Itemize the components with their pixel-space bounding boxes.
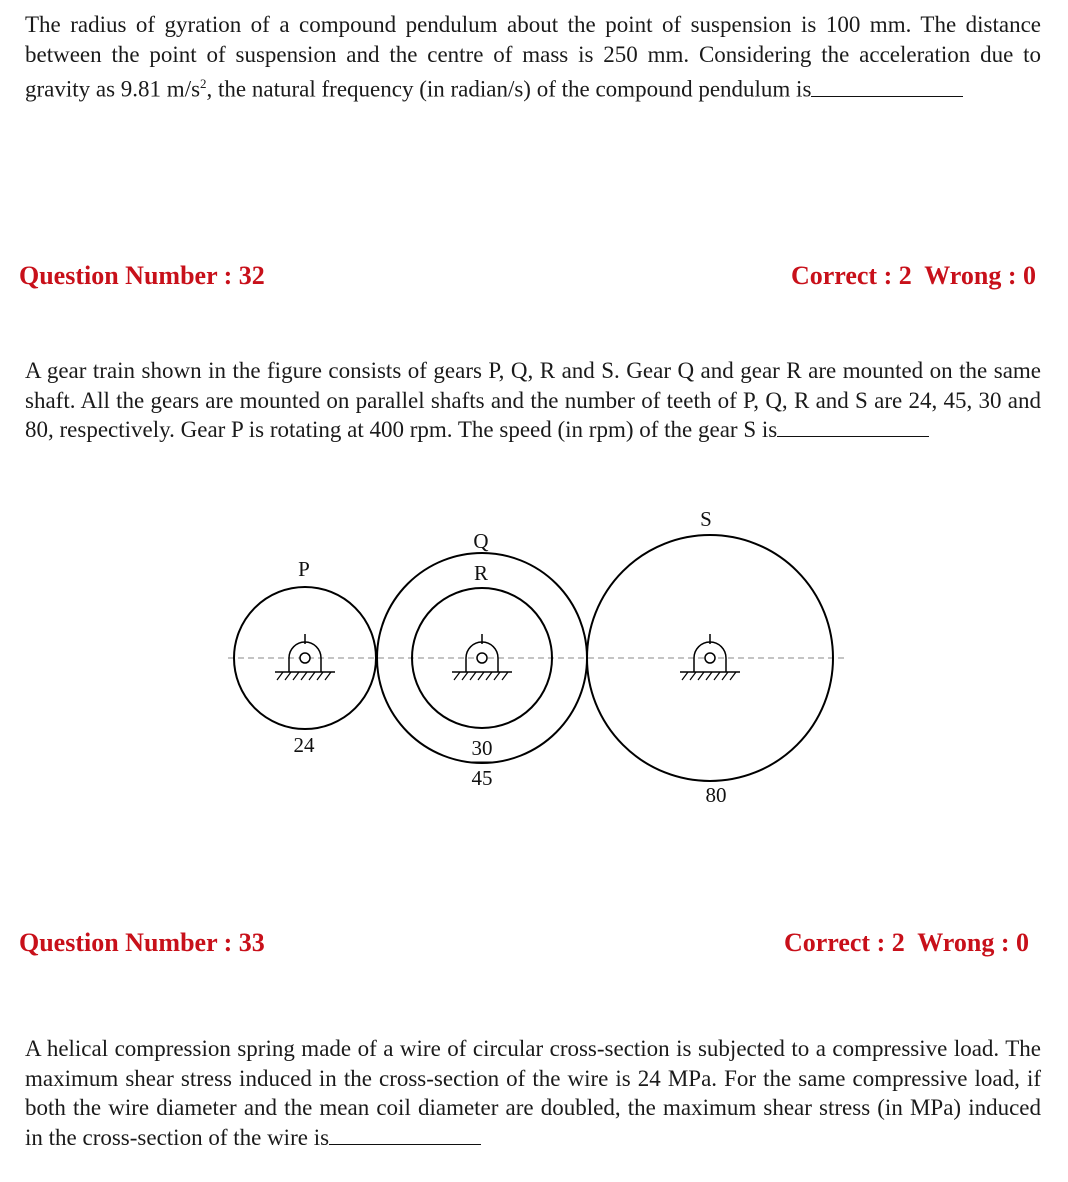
- question-33-text: A helical compression spring made of a wire of circular cross-section is subjected to a compressive load. The maximum shear stress induced in the cross-section of the wire is 24 MPa. For the same compressive load, if both the wire diameter and the mean coil diameter are doubled, the maximum shear stress (in MPa) induced in the cross-section of the wire is: [25, 1036, 1041, 1150]
- question-31-text: The radius of gyration of a compound pendulum about the point of suspension is 100 mm. The distance between the point of suspension and the centre of mass is 250 mm. Considering the acceleration due to gravity as 9.81 $m/s^2$, the natural frequency (in radian/s) of the compound pendulum is: [25, 12, 1041, 102]
- gear-q-label: Q: [473, 529, 489, 553]
- question-32-number: Question Number : 32: [19, 261, 265, 290]
- gear-p-label: P: [298, 557, 310, 581]
- bearing-qr-icon: [452, 634, 512, 680]
- answer-blank: [811, 76, 963, 97]
- answer-blank: [329, 1124, 481, 1145]
- question-33-number: Question Number : 33: [19, 928, 265, 957]
- answer-blank: [777, 416, 929, 437]
- gear-train-figure: [0, 490, 1068, 820]
- gear-s-teeth: 80: [705, 783, 727, 807]
- gear-p-teeth: 24: [293, 733, 315, 757]
- bearing-p-icon: [275, 634, 335, 680]
- gear-r-teeth: 30: [471, 736, 493, 760]
- gear-r-label: R: [473, 561, 489, 585]
- question-32-score: Correct : 2 Wrong : 0: [790, 261, 1036, 290]
- question-32-text: A gear train shown in the figure consists of gears P, Q, R and S. Gear Q and gear R are mounted on the same shaft. All the gears are mounted on parallel shafts and the number of teeth of P, Q, R and S are 24, 45, 30 and 80, respectively. Gear P is rotating at 400 rpm. The speed (in rpm) of the gear S is: [25, 358, 1041, 442]
- gear-q-teeth: 45: [471, 766, 493, 790]
- superscript: 2: [200, 76, 207, 91]
- question-33-score: Correct : 2 Wrong : 0: [783, 928, 1029, 957]
- bearing-s-icon: [680, 634, 740, 680]
- gear-s-label: S: [700, 507, 712, 531]
